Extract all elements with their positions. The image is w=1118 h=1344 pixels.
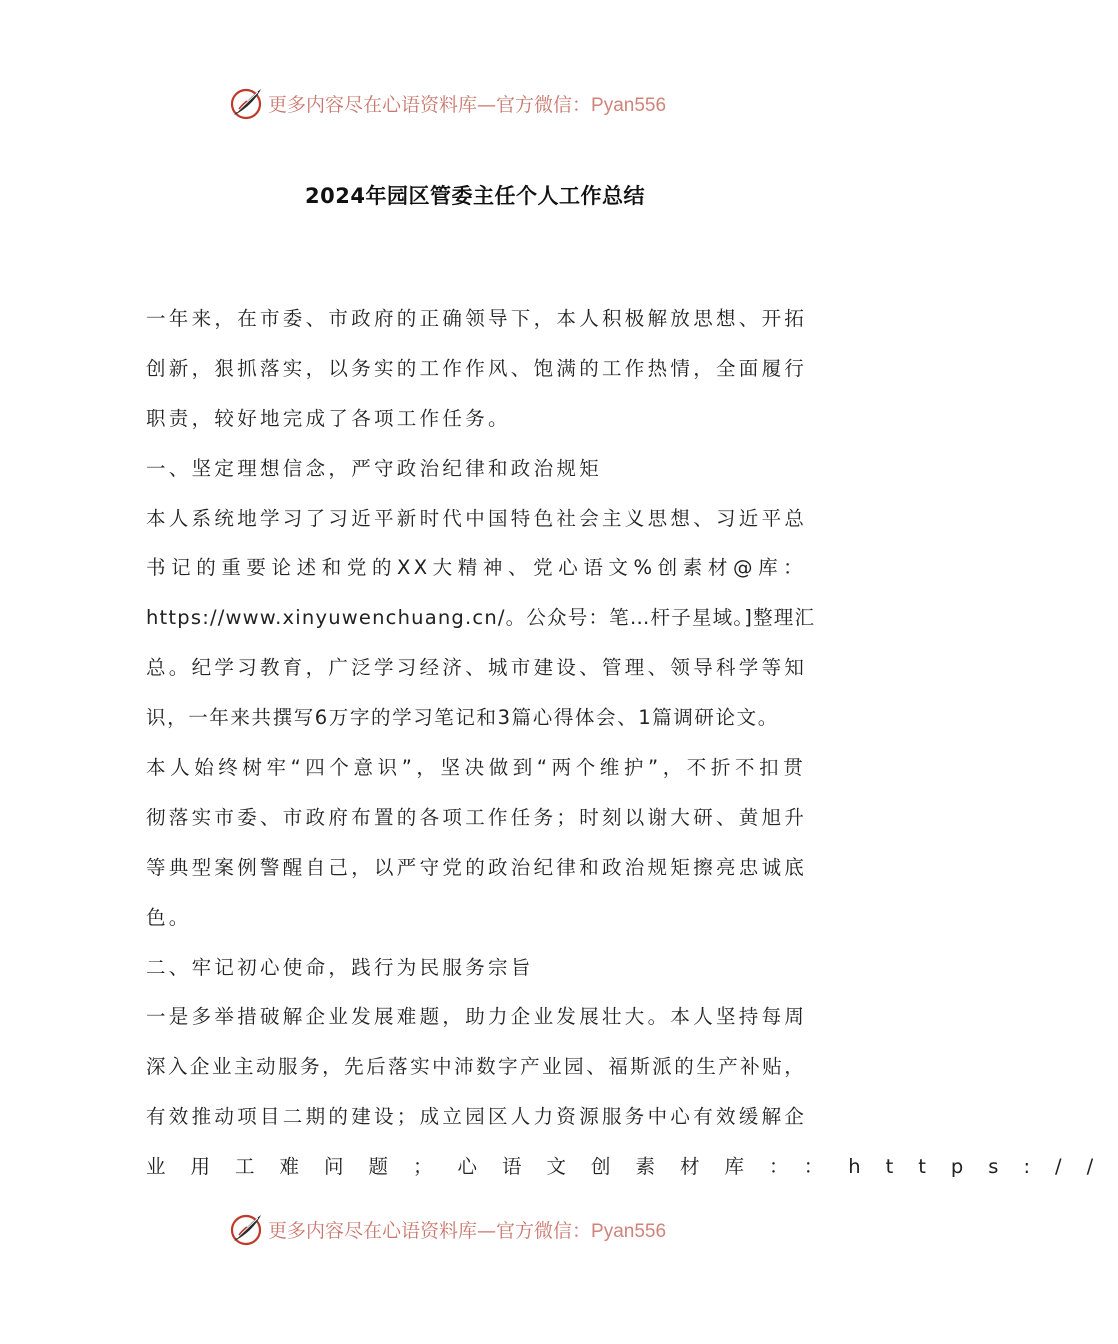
document-body: [146, 294, 1118, 1192]
text-line: 书记的重要论述和党的XX大精神、党心语文%创素材@库：: [146, 556, 806, 580]
text-line: 职责，较好地完成了各项工作任务。: [146, 406, 511, 430]
footer-banner: [228, 1209, 728, 1249]
banner-wechat-handle: Pyan556: [591, 1220, 667, 1242]
text-line: 本人系统地学习了习近平新时代中国特色社会主义思想、习近平总: [146, 506, 808, 530]
text-line: 一年来，在市委、市政府的正确领导下，本人积极解放思想、开拓: [146, 307, 808, 330]
text-line: 深入企业主动服务，先后落实中沛数字产业园、福斯派的生产补贴，: [146, 1055, 806, 1079]
banner-slogan: 更多内容尽在心语资料库—官方微信：: [268, 93, 592, 116]
text-line: 业用工难问题；心语文创素材库：：https://: [146, 1155, 1118, 1179]
section-heading: 一、坚定理想信念，严守政治纪律和政治规矩: [146, 456, 603, 480]
document-title: 2024年园区管委主任个人工作总结: [305, 184, 645, 208]
text-line: 彻落实市委、市政府布置的各项工作任务；时刻以谢大研、黄旭升: [146, 805, 808, 829]
text-line: 总。纪学习教育，广泛学习经济、城市建设、管理、领导科学等知: [146, 656, 808, 680]
text-line: 有效推动项目二期的建设；成立园区人力资源服务中心有效缓解企: [146, 1105, 808, 1129]
text-line: 等典型案例警醒自己，以严守党的政治纪律和政治规矩擦亮忠诚底: [146, 855, 808, 879]
text-line: 色。: [146, 905, 192, 929]
banner-wechat-handle: Pyan556: [591, 94, 667, 116]
section-heading: 二、牢记初心使命，践行为民服务宗旨: [146, 955, 534, 979]
text-line-url: https://www.xinyuwenchuang.cn/。公众号：笔…杆子星域。]整理汇: [146, 606, 816, 630]
quill-pen-logo-icon: [228, 1211, 264, 1247]
text-line: 一是多举措破解企业发展难题，助力企业发展壮大。本人坚持每周: [146, 1005, 808, 1029]
text-line: 本人始终树牢“四个意识”，坚决做到“两个维护”，不折不扣贯: [146, 756, 806, 780]
text-line: 识，一年来共撰写6万字的学习笔记和3篇心得体会、1篇调研论文。: [146, 706, 779, 730]
quill-pen-logo-icon: [228, 85, 264, 121]
banner-slogan: 更多内容尽在心语资料库—官方微信：: [268, 1219, 592, 1242]
text-line: 创新，狠抓落实，以务实的工作作风、饱满的工作热情，全面履行: [146, 356, 808, 380]
header-banner: [228, 83, 728, 123]
